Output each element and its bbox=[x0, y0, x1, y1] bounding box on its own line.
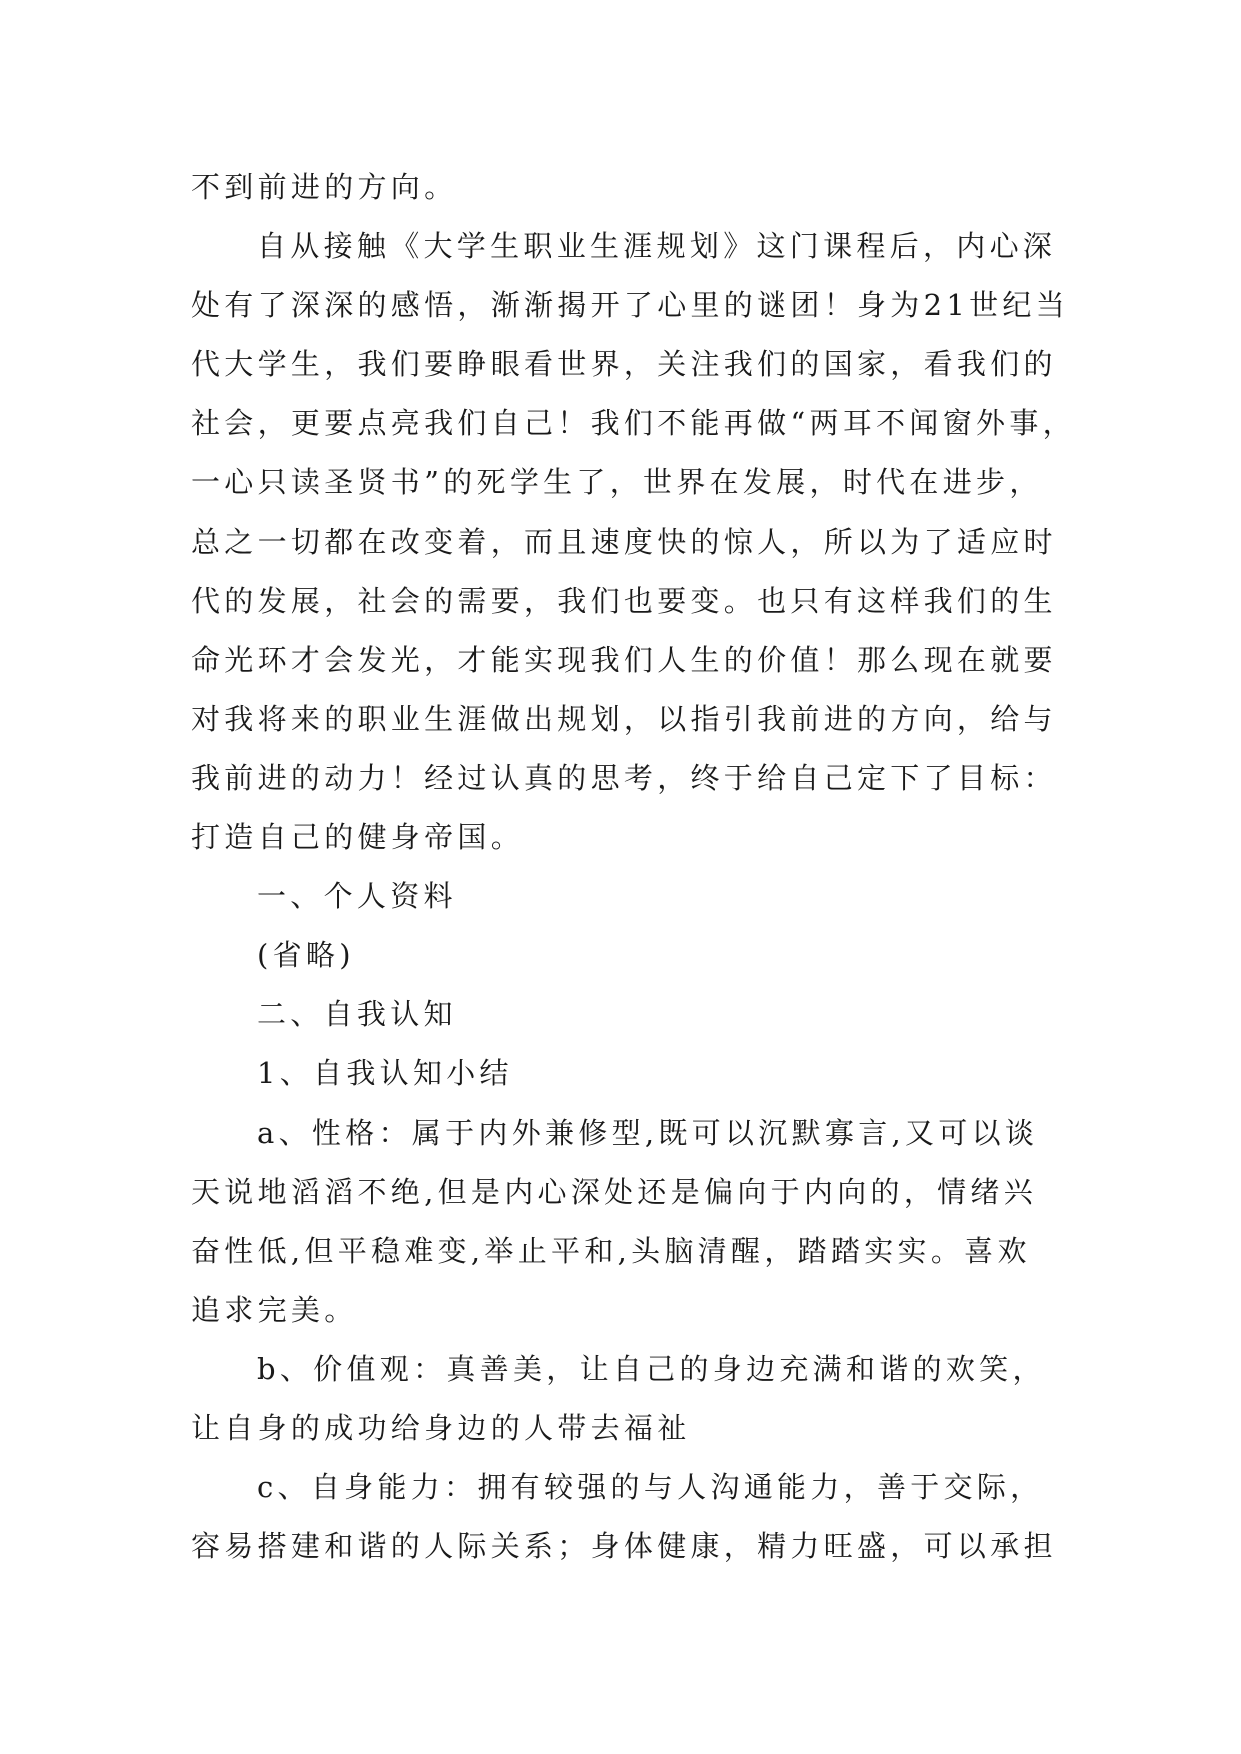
text-line: c、自身能力：拥有较强的与人沟通能力，善于交际， bbox=[257, 1470, 1044, 1505]
text-line: 自从接触《大学生职业生涯规划》这门课程后，内心深 bbox=[257, 229, 1057, 264]
text-line: b、价值观：真善美，让自己的身边充满和谐的欢笑， bbox=[257, 1351, 1046, 1386]
text-line: 总之一切都在改变着，而且速度快的惊人，所以为了适应时 bbox=[191, 524, 1057, 559]
text-line: 追求完美。 bbox=[191, 1292, 358, 1327]
text-line: 我前进的动力！经过认真的思考，终于给自己定下了目标： bbox=[191, 760, 1057, 795]
text-line: 天说地滔滔不绝,但是内心深处还是偏向于内向的，情绪兴 bbox=[191, 1174, 1038, 1209]
text-line: 对我将来的职业生涯做出规划，以指引我前进的方向，给与 bbox=[191, 701, 1057, 736]
text-line: 处有了深深的感悟，渐渐揭开了心里的谜团！身为21世纪当 bbox=[191, 288, 1070, 323]
text-line: 命光环才会发光，才能实现我们人生的价值！那么现在就要 bbox=[191, 642, 1057, 677]
text-line: 奋性低,但平稳难变,举止平和,头脑清醒，踏踏实实。喜欢 bbox=[191, 1233, 1031, 1268]
text-line: 代的发展，社会的需要，我们也要变。也只有这样我们的生 bbox=[191, 583, 1057, 618]
text-line: 打造自己的健身帝国。 bbox=[191, 820, 525, 855]
text-line: 代大学生，我们要睁眼看世界，关注我们的国家，看我们的 bbox=[191, 347, 1057, 382]
text-line: 二、自我认知 bbox=[257, 997, 457, 1032]
text-line: 1、自我认知小结 bbox=[257, 1056, 513, 1091]
document-body bbox=[191, 158, 1076, 1576]
text-line: 不到前进的方向。 bbox=[191, 170, 458, 204]
text-line: 一、个人资料 bbox=[257, 879, 457, 914]
text-line: 一心只读圣贤书”的死学生了，世界在发展，时代在进步， bbox=[191, 465, 1043, 500]
text-line: 社会，更要点亮我们自己！我们不能再做“两耳不闻窗外事， bbox=[191, 406, 1076, 441]
text-line: 容易搭建和谐的人际关系；身体健康，精力旺盛，可以承担 bbox=[191, 1529, 1057, 1564]
text-line: 让自身的成功给身边的人带去福祉 bbox=[191, 1410, 691, 1445]
text-line: (省略) bbox=[257, 938, 355, 973]
text-line: a、性格：属于内外兼修型,既可以沉默寡言,又可以谈 bbox=[257, 1115, 1039, 1150]
